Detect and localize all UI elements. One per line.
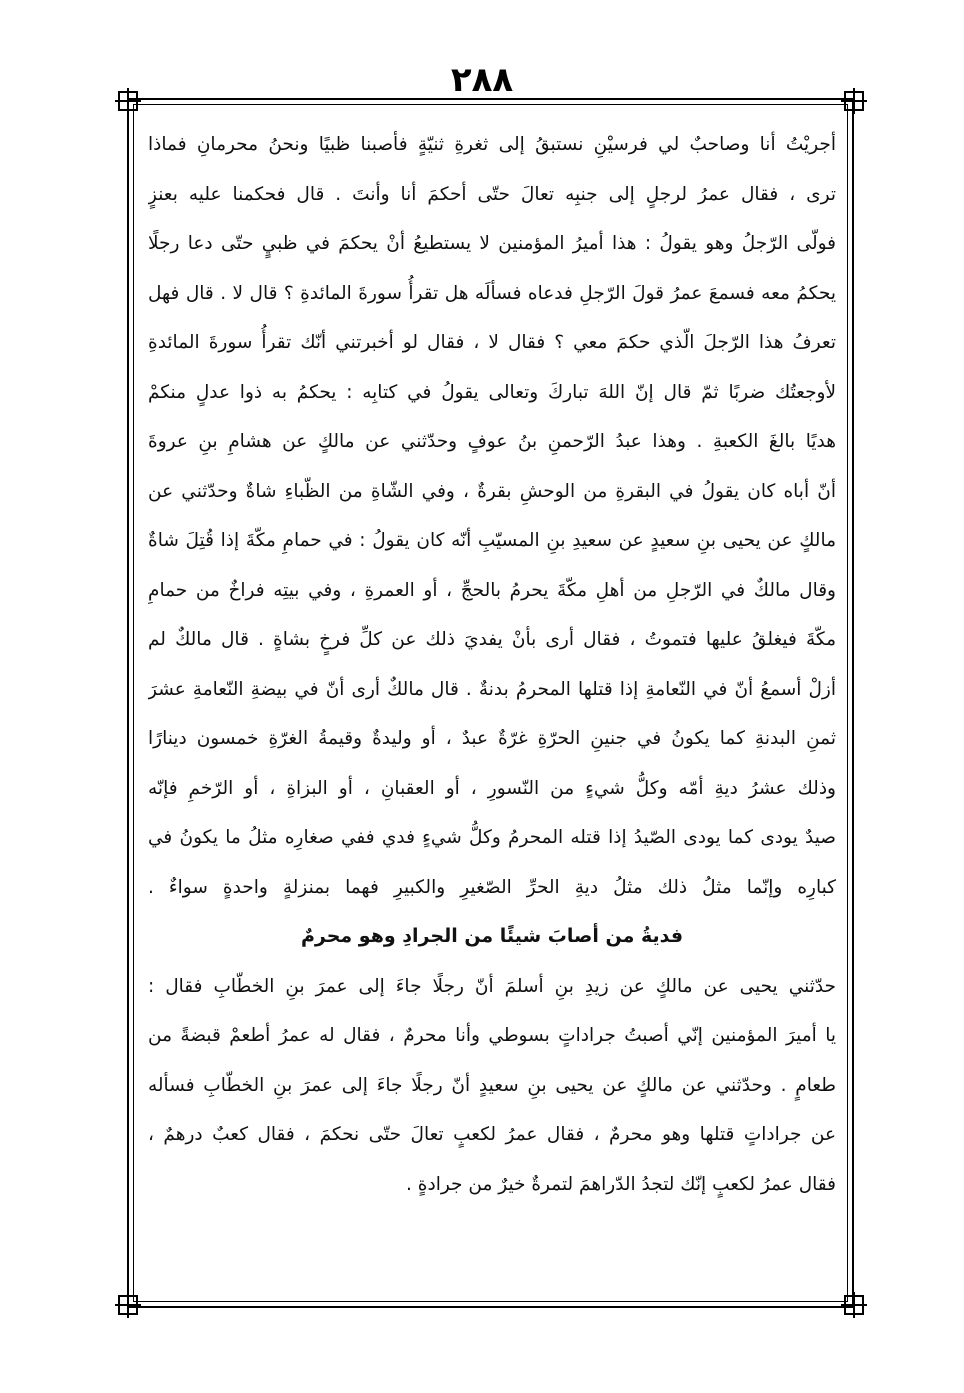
corner-ornament-icon (839, 86, 869, 116)
text-line: صيدٌ يودى كما يودى الصّيدُ إذا قتله المحرمُ وكلُّ شيءٍ فدي ففي صغارِه مثلُ ما يكونُ في (148, 827, 836, 848)
text-line: طعامٍ . وحدّثني عن مالكٍ عن يحيى بنِ سعيدٍ أنّ رجلًا جاءَ إلى عمرَ بنِ الخطّابِ فسأله (148, 1074, 836, 1096)
text-line: أزلْ أسمعُ أنّ في النّعامةِ إذا قتلها المحرمُ بدنةٌ . قال مالكٌ أرى أنّ في بيضةِ النّعامةِ عشرَ (148, 678, 836, 700)
main-text (148, 120, 836, 1209)
page-number: ٢٨٨ (450, 60, 514, 100)
text-line: فقال عمرُ لكعبٍ إنّك لتجدُ الدّراهمَ لتمرةٌ خيرٌ من جرادةٍ . (406, 1173, 836, 1195)
text-line: أنّ أباه كان يقولُ في البقرةِ من الوحشِ بقرةٌ ، وفي الشّاةِ من الظّباءِ شاةٌ وحدّثني عن (148, 480, 836, 502)
text-line: كبارِه وإنّما مثلُ ذلك مثلُ ديةِ الحرِّ الصّغيرِ والكبيرِ فهما بمنزلةٍ واحدةٍ سواءٌ . (148, 876, 836, 898)
section-heading: فديةُ من أصابَ شيئًا من الجرادِ وهو محرمٌ (300, 925, 684, 947)
text-line: ثمنِ البدنةِ كما يكونُ في جنينِ الحرّةِ غرّةٌ عبدٌ ، أو وليدةٌ وقيمةُ الغرّةِ خمسون دينارًا (148, 728, 836, 749)
text-line: حدّثني يحيى عن مالكٍ عن زيدِ بنِ أسلمَ أنّ رجلًا جاءَ إلى عمرَ بنِ الخطّابِ فقال : (148, 975, 836, 997)
text-line: ترى ، فقال عمرُ لرجلٍ إلى جنبِه تعالَ حتّى أحكمَ أنا وأنتَ . قال فحكمنا عليه بعنزٍ (148, 183, 836, 205)
corner-ornament-icon (113, 86, 143, 116)
text-line: يا أميرَ المؤمنين إنّي أصبتُ جراداتٍ بسوطي وأنا محرمٌ ، فقال له عمرُ أطعمْ قبضةً من (148, 1025, 836, 1046)
text-line: وقال مالكٌ في الرّجلِ من أهلِ مكّةَ يحرمُ بالحجِّ ، أو العمرةِ ، وفي بيتِه فراخٌ من حمامِ (148, 579, 836, 601)
text-line: مالكٍ عن يحيى بنِ سعيدٍ عن سعيدِ بنِ المسيّبِ أنّه كان يقولُ : في حمامِ مكّةَ إذا قُتِلَ شاةٌ (148, 530, 836, 551)
text-line: تعرفُ هذا الرّجلَ الّذي حكمَ معي ؟ فقال لا ، فقال لو أخبرتني أنّك تقرأُ سورةَ المائدةِ (148, 332, 836, 353)
text-line: لأوجعتُك ضربًا ثمّ قال إنّ اللهَ تباركَ وتعالى يقولُ في كتابِه : يحكمُ به ذوا عدلٍ منكمْ (148, 381, 836, 403)
text-line: فولّى الرّجلُ وهو يقولُ : هذا أميرُ المؤمنين لا يستطيعُ أنْ يحكمَ في ظبيٍ حتّى دعا رجلًا (148, 233, 836, 254)
text-line: مكّةَ فيغلقُ عليها فتموتُ ، فقال أرى بأنْ يفديَ ذلك عن كلِّ فرخٍ بشاةٍ . قال مالكٌ لم (148, 629, 836, 650)
text-line: هديًا بالغَ الكعبةِ . وهذا عبدُ الرّحمنِ بنُ عوفٍ وحدّثني عن مالكٍ عن هشامِ بنِ عروةَ (148, 431, 836, 452)
text-line: يحكمُ معه فسمعَ عمرُ قولَ الرّجلِ فدعاه فسألَه هل تقرأُ سورةَ المائدةِ ؟ قال لا . قال فهل (148, 282, 836, 304)
text-line: أجريْتُ أنا وصاحبٌ لي فرسيْنِ نستبقُ إلى ثغرةِ ثنيّةٍ فأصبنا ظبيًا ونحنُ محرمانِ فماذا (148, 134, 836, 155)
corner-ornament-icon (839, 1290, 869, 1320)
corner-ornament-icon (113, 1290, 143, 1320)
text-line: وذلك عشرُ ديةِ أمّه وكلُّ شيءٍ من النّسورِ ، أو العقبانِ ، أو البزاةِ ، أو الرّخمِ فإنّه (148, 777, 836, 799)
text-line: عن جراداتٍ قتلها وهو محرمٌ ، فقال عمرُ لكعبٍ تعالَ حتّى نحكمَ ، فقال كعبٌ درهمٌ ، (148, 1124, 836, 1145)
